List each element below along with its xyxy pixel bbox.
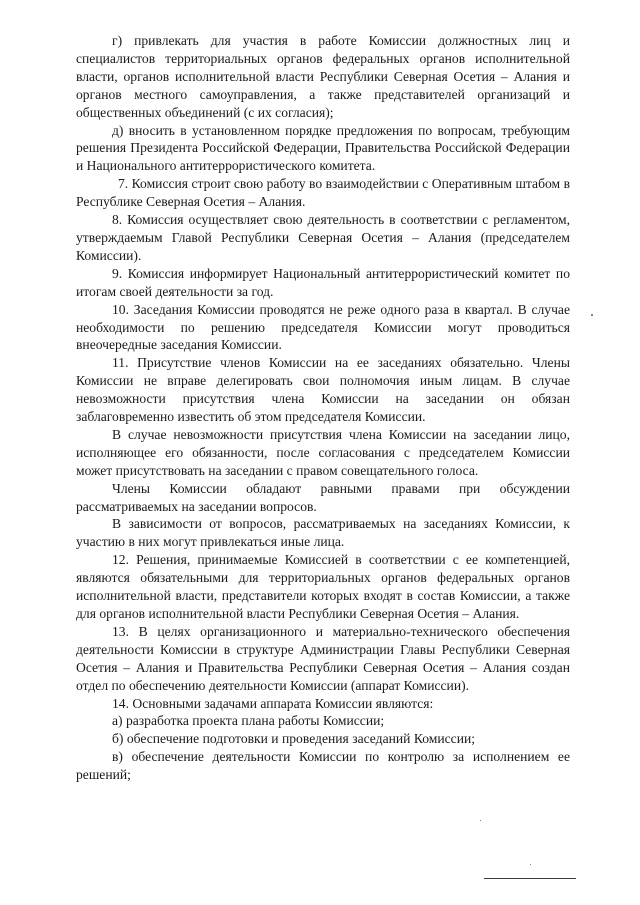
- paragraph-6d: д) вносить в установленном порядке предложения по вопросам, требующим решения Президента Российской Федерации, Правительства Российской Федерации и Национального антитеррористического комитета.: [76, 122, 570, 174]
- paragraph-9: 9. Комиссия информирует Национальный антитеррористический комитет по итогам своей деятельности за год.: [76, 265, 570, 299]
- paragraph-13: 13. В целях организационного и материально-технического обеспечения деятельности Комиссии в структуре Администрации Главы Республики Северная Осетия – Алания и Правительства Республики Северная Осетия – Алания создан отдел по обеспечению деятельности Комиссии (аппарат Комиссии).: [76, 623, 570, 693]
- paragraph-14v: в) обеспечение деятельности Комиссии по контролю за исполнением ее решений;: [76, 749, 570, 783]
- paragraph-8: 8. Комиссия осуществляет свою деятельность в соответствии с регламентом, утверждаемым Главой Республики Северная Осетия – Алания (председателем Комиссии).: [76, 212, 570, 263]
- document-body: [76, 32, 570, 784]
- paragraph-11-substitute: В случае невозможности присутствия члена Комиссии на заседании лицо, исполняющее его обязанности, после согласования с председателем Комиссии может присутствовать на заседании с правом совещательного голоса.: [76, 426, 570, 478]
- paragraph-14a: а) разработка проекта плана работы Комиссии;: [112, 713, 385, 729]
- paragraph-11-equal-rights: Члены Комиссии обладают равными правами при обсуждении рассматриваемых на заседании вопросов.: [76, 480, 570, 514]
- paragraph-10: 10. Заседания Комиссии проводятся не реже одного раза в квартал. В случае необходимости по решению председателя Комиссии могут проводиться внеочередные заседания Комиссии.: [76, 301, 570, 353]
- paragraph-12: 12. Решения, принимаемые Комиссией в соответствии с ее компетенцией, являются обязательными для территориальных органов федеральных органов исполнительной власти, представители которых входят в состав Комиссии, а также для органов исполнительной власти Республики Северная Осетия – Алания.: [76, 552, 570, 621]
- paragraph-14: 14. Основными задачами аппарата Комиссии являются:: [112, 695, 434, 711]
- paragraph-14b: б) обеспечение подготовки и проведения заседаний Комиссии;: [112, 731, 476, 747]
- scan-speck: [591, 314, 593, 316]
- paragraph-6g: г) привлекать для участия в работе Комиссии должностных лиц и специалистов территориальных органов федеральных органов исполнительной власти, органов исполнительной власти Республики Северная Осетия – Алания и органов местного самоуправления, а также представителей организаций и общественных объединений (с их согласия);: [76, 33, 570, 120]
- paragraph-11: 11. Присутствие членов Комиссии на ее заседаниях обязательно. Члены Комиссии не вправе делегировать свои полномочия иным лицам. В случае невозможности присутствия члена Комиссии на заседании он обязан заблаговременно известить об этом председателя Комиссии.: [76, 355, 570, 425]
- paragraph-7: 7. Комиссия строит свою работу во взаимодействии с Оперативным штабом в Республике Северная Осетия – Алания.: [76, 176, 570, 210]
- paragraph-11-other-persons: В зависимости от вопросов, рассматриваемых на заседаниях Комиссии, к участию в них могут привлекаться иные лица.: [76, 516, 570, 550]
- scan-speck: [480, 820, 481, 821]
- scan-speck: [530, 864, 531, 865]
- footer-rule: [484, 878, 576, 879]
